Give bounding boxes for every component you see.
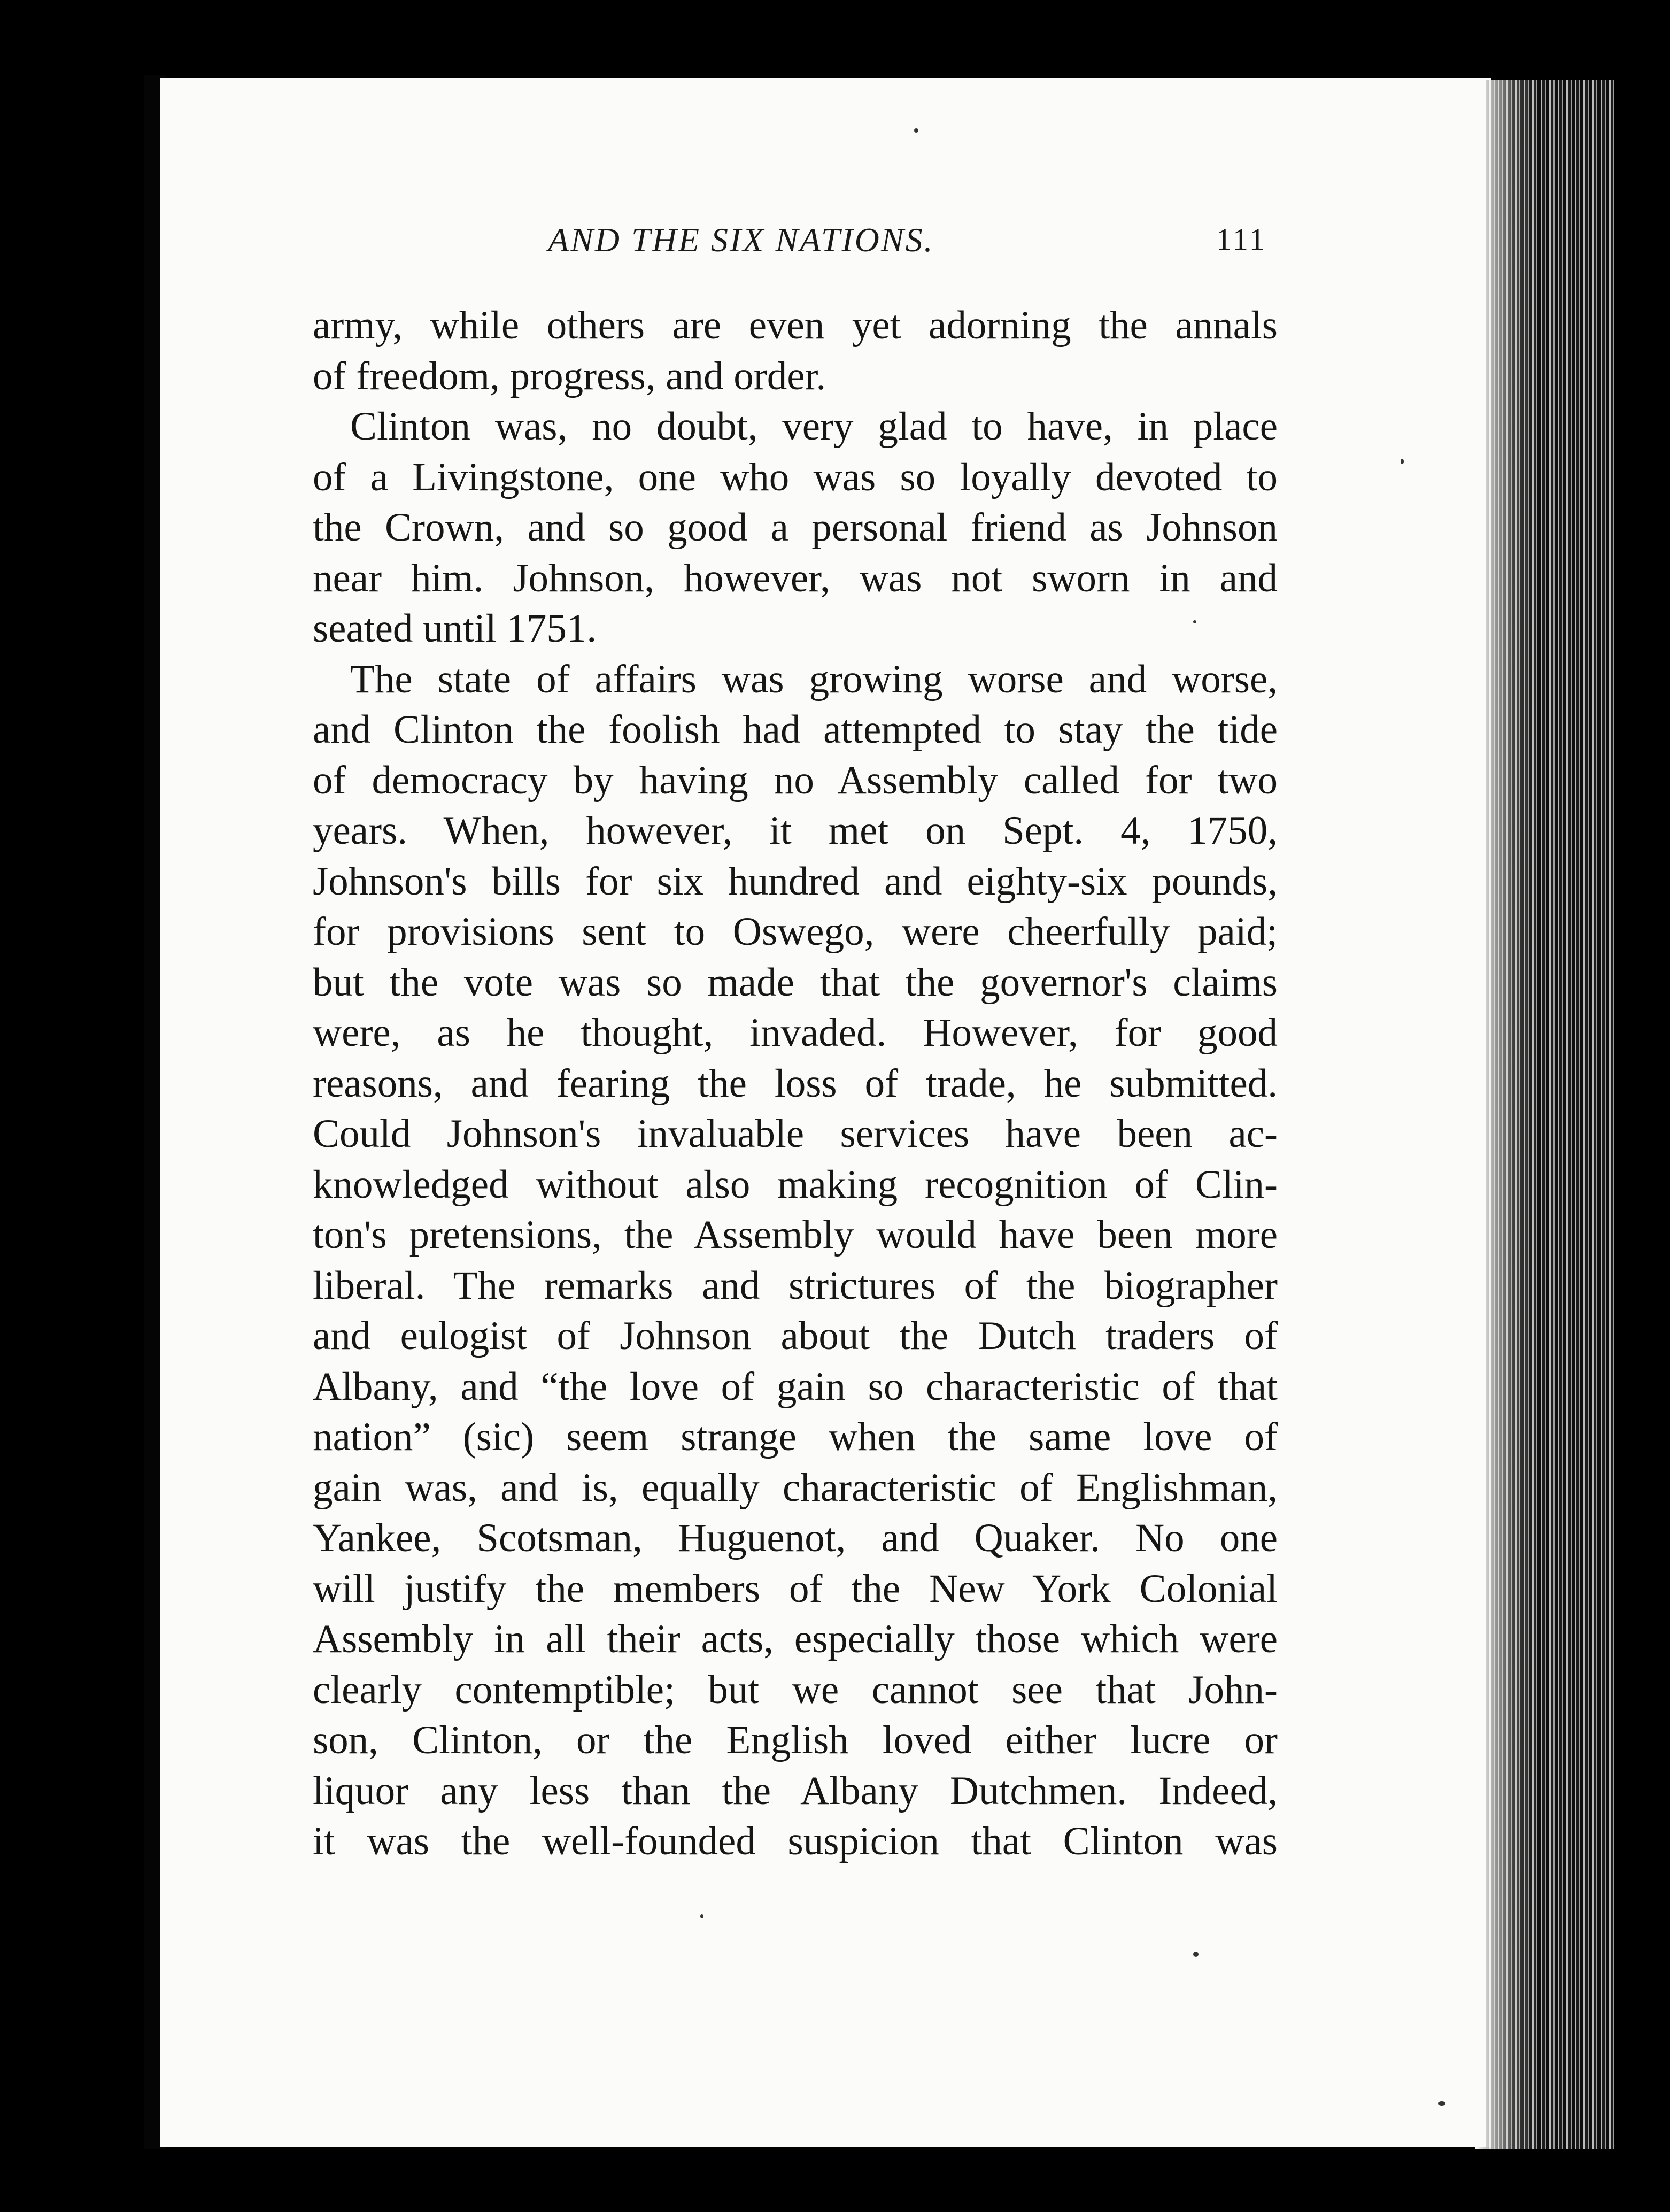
text-line: for provisions sent to Oswego, were cheerfully paid; <box>313 910 1278 954</box>
text-line: Johnson's bills for six hundred and eighty-six pounds, <box>313 859 1278 904</box>
text-line: Assembly in all their acts, especially those which were <box>313 1617 1278 1661</box>
text-line: will justify the members of the New York Colonial <box>313 1566 1278 1611</box>
text-line: and eulogist of Johnson about the Dutch traders of <box>313 1314 1278 1358</box>
text-line: reasons, and fearing the loss of trade, he submitted. <box>313 1061 1278 1106</box>
text-line: years. When, however, it met on Sept. 4, 1750, <box>313 808 1278 853</box>
text-line: were, as he thought, invaded. However, for good <box>313 1011 1278 1055</box>
text-line: liberal. The remarks and strictures of the biographer <box>313 1263 1278 1308</box>
text-line: Could Johnson's invaluable services have been ac- <box>313 1112 1278 1156</box>
text-line: but the vote was so made that the governor's claims <box>313 960 1278 1005</box>
page-number: 111 <box>1216 222 1267 257</box>
text-line: knowledged without also making recognition of Clin- <box>313 1162 1278 1207</box>
text-line: clearly contemptible; but we cannot see that John- <box>313 1667 1278 1712</box>
running-head <box>0 220 1670 268</box>
text-line: it was the well-founded suspicion that Clinton was <box>313 1819 1278 1863</box>
text-line: and Clinton the foolish had attempted to stay the tide <box>313 707 1278 752</box>
scan-speck <box>700 1914 703 1918</box>
text-line: nation” (sic) seem strange when the same love of <box>313 1415 1278 1459</box>
text-line: the Crown, and so good a personal friend as Johnson <box>313 505 1278 550</box>
text-line: Albany, and “the love of gain so characteristic of that <box>313 1364 1278 1409</box>
text-line: Yankee, Scotsman, Huguenot, and Quaker. No one <box>313 1516 1278 1560</box>
scan-speck <box>1401 459 1404 464</box>
text-line: The state of affairs was growing worse and worse, <box>350 657 1278 702</box>
scan-speck <box>1193 1952 1199 1957</box>
text-line: ton's pretensions, the Assembly would have been more <box>313 1213 1278 1257</box>
scan-speck <box>914 128 918 133</box>
text-line: son, Clinton, or the English loved either lucre or <box>313 1718 1278 1762</box>
text-line: seated until 1751. <box>313 606 597 651</box>
text-line: of freedom, progress, and order. <box>313 353 826 398</box>
body-text <box>313 300 1278 1867</box>
text-line: army, while others are even yet adorning the annals <box>313 303 1278 348</box>
text-line: of a Livingstone, one who was so loyally devoted to <box>313 454 1278 499</box>
running-title: AND THE SIX NATIONS. <box>548 221 934 259</box>
text-line: Clinton was, no doubt, very glad to have, in place <box>350 404 1278 449</box>
text-line: near him. Johnson, however, was not sworn in and <box>313 556 1278 600</box>
text-line: liquor any less than the Albany Dutchmen. Indeed, <box>313 1768 1278 1813</box>
text-line: of democracy by having no Assembly called for two <box>313 758 1278 803</box>
scan-speck <box>1438 2101 1445 2106</box>
fore-edge-shade <box>1475 80 1540 2149</box>
text-line: gain was, and is, equally characteristic of Englishman, <box>313 1465 1278 1510</box>
